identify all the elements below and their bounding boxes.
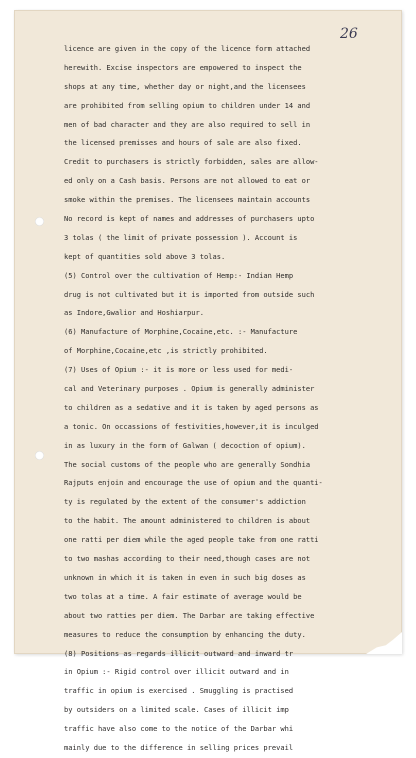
text-line: cal and Veterinary purposes . Opium is generally administer: [64, 384, 315, 394]
text-line: 3 tolas ( the limit of private possession ). Account is: [64, 232, 298, 242]
text-line: Credit to purchasers is strictly forbidden, sales are allow-: [64, 157, 319, 167]
text-line: herewith. Excise inspectors are empowered to inspect the: [64, 62, 302, 72]
text-line: to children as a sedative and it is taken by aged persons as: [64, 402, 319, 412]
text-line: in Opium :- Rigid control over illicit outward and in: [64, 667, 289, 677]
text-line: to two mashas according to their need,though cases are not: [64, 554, 311, 564]
text-line: ed only on a Cash basis. Persons are not allowed to eat or: [64, 176, 311, 186]
text-line: shops at any time, whether day or night,and the licensees: [64, 81, 306, 91]
typed-text-body: [64, 40, 402, 758]
text-line: a tonic. On occassions of festivities,however,it is inculged: [64, 421, 319, 431]
text-line: (8) Positions as regards illicit outward and inward tr: [64, 648, 294, 658]
text-line: (6) Manufacture of Morphine,Cocaine,etc. :- Manufacture: [64, 327, 298, 337]
text-line: the licensed premisses and hours of sale are also fixed.: [64, 138, 302, 148]
text-line: ty is regulated by the extent of the consumer's addiction: [64, 497, 306, 507]
text-line: of Morphine,Cocaine,etc ,is strictly prohibited.: [64, 346, 268, 356]
text-line: No record is kept of names and addresses of purchasers upto: [64, 214, 315, 224]
text-line: about two ratties per diem. The Darbar are taking effective: [64, 610, 315, 620]
text-line: to the habit. The amount administered to children is about: [64, 516, 311, 526]
text-line: two tolas at a time. A fair estimate of average would be: [64, 591, 302, 601]
text-line: by outsiders on a limited scale. Cases of illicit imp: [64, 705, 289, 715]
punch-hole-lower: [35, 451, 44, 460]
text-line: unknown in which it is taken in even in such big doses as: [64, 572, 306, 582]
text-line: traffic in opium is exercised . Smuggling is practised: [64, 686, 294, 696]
text-line: licence are given in the copy of the licence form attached: [64, 44, 311, 53]
text-line: measures to reduce the consumption by enhancing the duty.: [64, 629, 306, 639]
text-line: (7) Uses of Opium :- it is more or less used for medi-: [64, 365, 294, 375]
text-line: one ratti per diem while the aged people take from one ratti: [64, 535, 319, 545]
text-line: traffic have also come to the notice of the Darbar whi: [64, 724, 294, 734]
text-line: drug is not cultivated but it is imported from outside such: [64, 289, 315, 299]
text-line: kept of quantities sold above 3 tolas.: [64, 251, 226, 261]
folio-number: 26: [340, 26, 358, 42]
text-line: mainly due to the difference in selling prices prevail: [64, 742, 294, 752]
text-line: are prohibited from selling opium to children under 14 and: [64, 100, 311, 110]
text-line: as Indore,Gwalior and Hoshiarpur.: [64, 308, 205, 318]
text-line: Rajputs enjoin and encourage the use of opium and the quanti-: [64, 478, 323, 488]
text-line: (5) Control over the cultivation of Hemp:- Indian Hemp: [64, 270, 294, 280]
text-line: The social customs of the people who are generally Sondhia: [64, 459, 311, 469]
text-line: men of bad character and they are also required to sell in: [64, 119, 311, 129]
punch-hole-upper: [35, 217, 44, 226]
text-line: in as luxury in the form of Galwan ( decoction of opium).: [64, 440, 306, 450]
text-line: smoke within the premises. The licensees maintain accounts: [64, 195, 311, 205]
